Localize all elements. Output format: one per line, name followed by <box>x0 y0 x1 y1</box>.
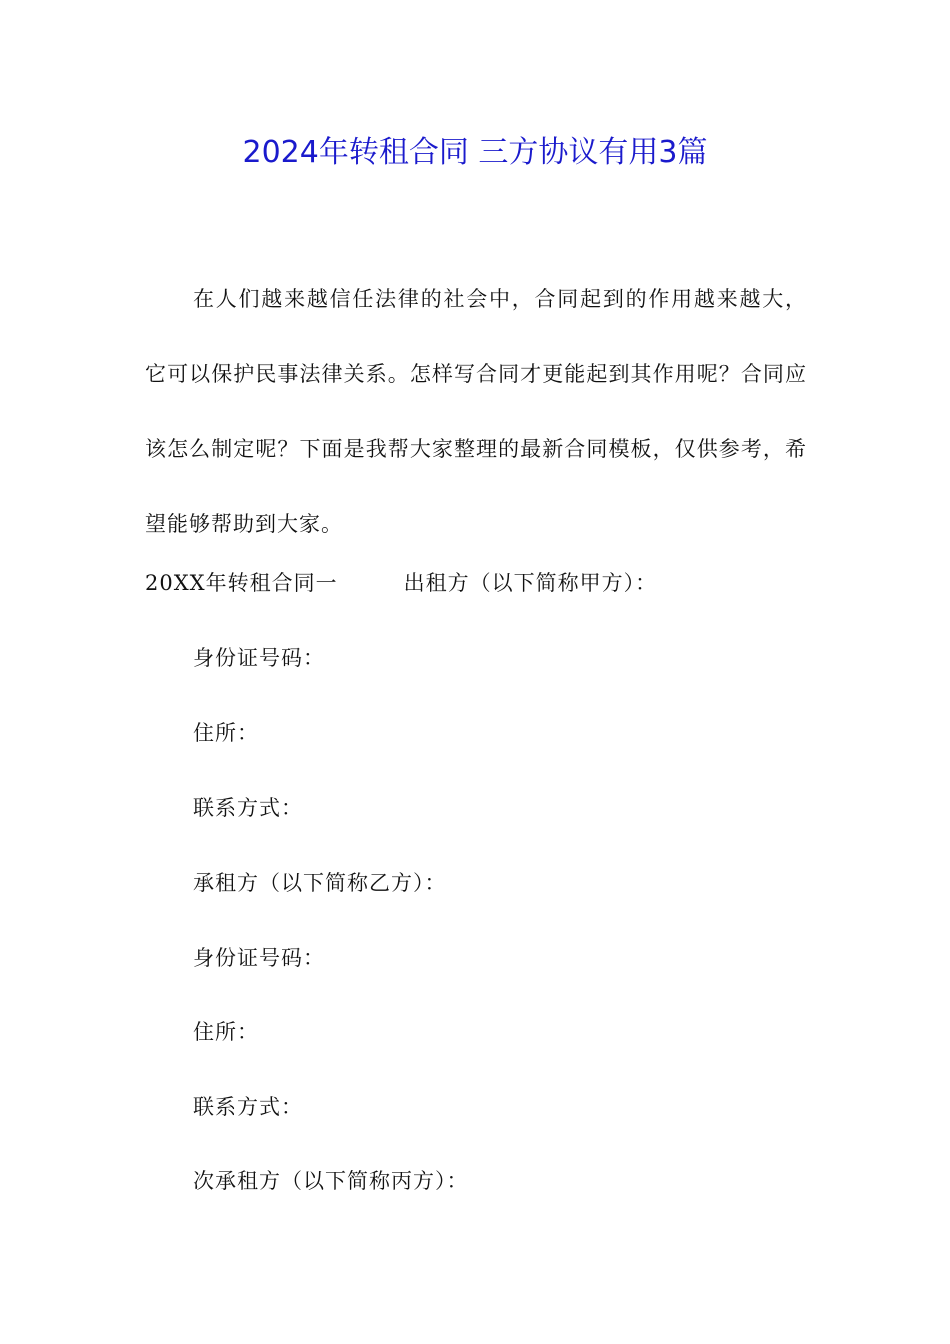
intro-paragraph: 在人们越来越信任法律的社会中，合同起到的作用越来越大，它可以保护民事法律关系。怎样写合同才更能起到其作用呢？合同应该怎么制定呢？下面是我帮大家整理的最新合同模板，仅供参考，希望能够帮助到大家。 <box>145 287 807 536</box>
lessee-id-field: 身份证号码： <box>193 946 325 970</box>
lessee-heading: 承租方（以下简称乙方）： <box>193 871 447 895</box>
contract-heading: 20XX年转租合同一 <box>145 571 338 595</box>
lessor-address-field: 住所： <box>193 721 259 745</box>
lessee-address-field: 住所： <box>193 1020 259 1044</box>
sublessee-heading: 次承租方（以下简称丙方）： <box>193 1169 469 1193</box>
lessee-contact-field: 联系方式： <box>193 1095 303 1119</box>
lessor-heading: 出租方（以下简称甲方）： <box>403 571 658 595</box>
contract-heading-line <box>145 568 657 598</box>
lessor-contact-field: 联系方式： <box>193 796 303 820</box>
lessor-id-field: 身份证号码： <box>193 646 325 670</box>
document-title: 2024年转租合同 三方协议有用3篇 <box>242 135 708 170</box>
